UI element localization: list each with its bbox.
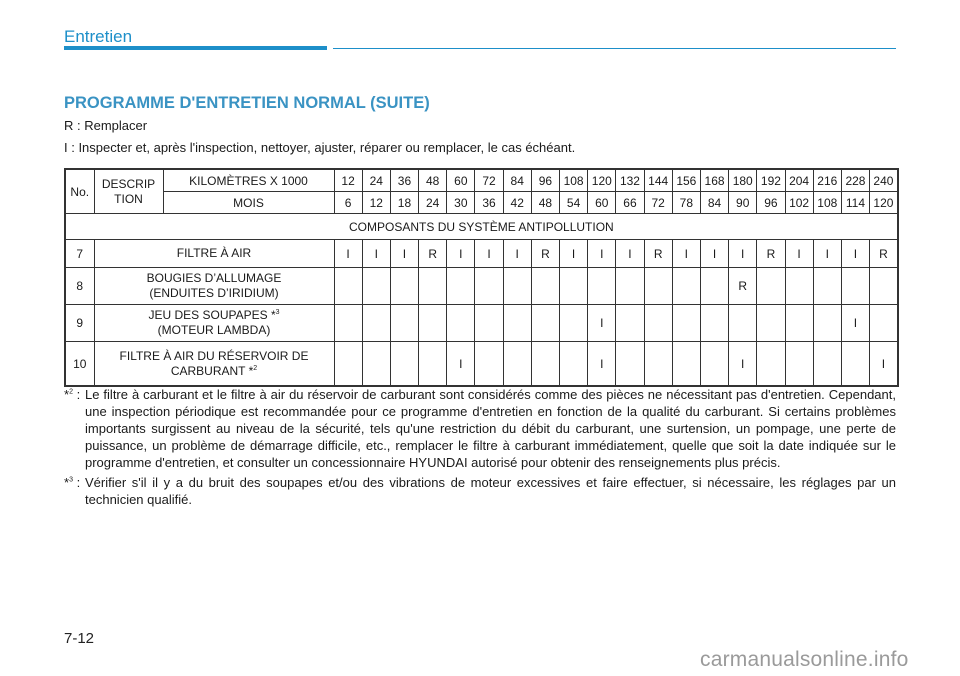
month-value: 96: [757, 192, 785, 214]
item-name: FILTRE À AIR DU RÉSERVOIR DE: [119, 348, 309, 363]
km-value: 192: [757, 169, 785, 192]
schedule-cell: I: [362, 240, 390, 268]
schedule-cell: [841, 342, 869, 387]
month-value: 36: [475, 192, 503, 214]
footnote-asterisk: *: [64, 387, 70, 402]
km-value: 60: [447, 169, 475, 192]
table-row: [65, 240, 898, 268]
schedule-cell: I: [729, 240, 757, 268]
schedule-cell: [419, 342, 447, 387]
item-number: 10: [65, 342, 94, 387]
km-value: 132: [616, 169, 644, 192]
schedule-cell: [362, 305, 390, 342]
km-value: 156: [672, 169, 700, 192]
footnote-number: 3: [69, 476, 73, 484]
month-value: 66: [616, 192, 644, 214]
month-value: 108: [813, 192, 841, 214]
schedule-cell: [588, 268, 616, 305]
km-value: 96: [531, 169, 559, 192]
month-value: 30: [447, 192, 475, 214]
schedule-cell: [447, 305, 475, 342]
item-description-line1: [95, 349, 334, 364]
month-value: 120: [870, 192, 898, 214]
item-description: [94, 240, 334, 268]
description-column-header: [94, 169, 163, 214]
schedule-cell: R: [419, 240, 447, 268]
schedule-cell: [503, 342, 531, 387]
schedule-cell: [785, 268, 813, 305]
legend-replace: R : Remplacer: [64, 118, 148, 133]
schedule-cell: I: [841, 305, 869, 342]
footnote-mark: [64, 386, 85, 471]
item-description-line1: [95, 271, 334, 286]
header-rule-thick: [64, 46, 327, 50]
maintenance-schedule-table: [64, 168, 899, 387]
item-description: [94, 268, 334, 305]
schedule-cell: [785, 342, 813, 387]
schedule-cell: [419, 305, 447, 342]
schedule-cell: I: [390, 240, 418, 268]
month-value: 54: [560, 192, 588, 214]
km-value: 144: [644, 169, 672, 192]
schedule-cell: [531, 342, 559, 387]
schedule-cell: [334, 342, 362, 387]
schedule-cell: [390, 305, 418, 342]
item-number: 8: [65, 268, 94, 305]
month-value: 102: [785, 192, 813, 214]
item-description: [94, 342, 334, 387]
schedule-cell: I: [447, 342, 475, 387]
month-value: 12: [362, 192, 390, 214]
schedule-cell: [560, 342, 588, 387]
footnote-text: Vérifier s'il il y a du bruit des soupapes et/ou des vibrations de moteur excessives et faire effectuer, si nécessaire, les réglages par un technicien qualifié.: [85, 475, 896, 507]
schedule-cell: I: [672, 240, 700, 268]
watermark: carmanualsonline.info: [700, 648, 909, 671]
schedule-cell: [362, 268, 390, 305]
month-value: 24: [419, 192, 447, 214]
km-value: 120: [588, 169, 616, 192]
description-header-line1: DESCRIP: [101, 176, 156, 191]
item-name-cont: CARBURANT *: [170, 363, 254, 378]
schedule-cell: [700, 342, 728, 387]
item-name: BOUGIES D’ALLUMAGE: [146, 271, 282, 285]
schedule-cell: [841, 268, 869, 305]
schedule-cell: I: [560, 240, 588, 268]
km-value: 24: [362, 169, 390, 192]
schedule-cell: R: [729, 268, 757, 305]
schedule-cell: [644, 268, 672, 305]
schedule-cell: [362, 342, 390, 387]
km-value: 180: [729, 169, 757, 192]
schedule-cell: [475, 342, 503, 387]
km-value: 228: [841, 169, 869, 192]
footnote-ref: 3: [275, 309, 280, 316]
schedule-cell: I: [729, 342, 757, 387]
footnote-mark: [64, 474, 85, 508]
schedule-cell: [531, 305, 559, 342]
month-value: 114: [841, 192, 869, 214]
month-value: 72: [644, 192, 672, 214]
item-description-line2: [95, 286, 334, 301]
schedule-cell: [560, 268, 588, 305]
description-header-line2: TION: [114, 191, 143, 206]
schedule-cell: [390, 342, 418, 387]
months-label: MOIS: [163, 192, 334, 214]
km-value: 168: [700, 169, 728, 192]
schedule-cell: [870, 268, 898, 305]
footnotes: [64, 386, 896, 511]
section-row: [65, 214, 898, 240]
header-rule-thin: [333, 48, 896, 49]
item-description-line1: [95, 308, 334, 323]
schedule-cell: R: [870, 240, 898, 268]
schedule-cell: R: [757, 240, 785, 268]
schedule-cell: R: [644, 240, 672, 268]
schedule-cell: I: [870, 342, 898, 387]
km-value: 72: [475, 169, 503, 192]
schedule-cell: [616, 268, 644, 305]
km-value: 84: [503, 169, 531, 192]
schedule-cell: [644, 305, 672, 342]
schedule-cell: I: [503, 240, 531, 268]
item-name: JEU DES SOUPAPES *: [148, 308, 276, 322]
section-title: COMPOSANTS DU SYSTÈME ANTIPOLLUTION: [65, 214, 898, 240]
schedule-cell: [447, 268, 475, 305]
item-number: 9: [65, 305, 94, 342]
schedule-cell: [672, 342, 700, 387]
schedule-cell: [813, 342, 841, 387]
schedule-cell: [672, 268, 700, 305]
km-value: 108: [560, 169, 588, 192]
schedule-cell: [503, 268, 531, 305]
no-column-header: No.: [65, 169, 94, 214]
schedule-cell: [419, 268, 447, 305]
month-value: 18: [390, 192, 418, 214]
schedule-cell: R: [531, 240, 559, 268]
km-value: 216: [813, 169, 841, 192]
month-value: 84: [700, 192, 728, 214]
table-row: [65, 305, 898, 342]
km-header-row: [65, 169, 898, 192]
schedule-cell: [757, 268, 785, 305]
schedule-cell: [644, 342, 672, 387]
footnote: [64, 474, 896, 508]
schedule-cell: [616, 342, 644, 387]
kilometers-label: KILOMÈTRES X 1000: [163, 169, 334, 192]
schedule-cell: [503, 305, 531, 342]
footnote: [64, 386, 896, 471]
schedule-cell: I: [588, 342, 616, 387]
km-value: 12: [334, 169, 362, 192]
schedule-cell: I: [785, 240, 813, 268]
schedule-cell: I: [813, 240, 841, 268]
item-description-line2: [95, 364, 334, 379]
schedule-cell: [757, 342, 785, 387]
page-number: 7-12: [64, 630, 95, 647]
months-header-row: [65, 192, 898, 214]
schedule-cell: [729, 305, 757, 342]
footnote-asterisk: *: [64, 475, 70, 490]
schedule-cell: [700, 268, 728, 305]
month-value: 90: [729, 192, 757, 214]
km-value: 240: [870, 169, 898, 192]
month-value: 6: [334, 192, 362, 214]
schedule-cell: [560, 305, 588, 342]
schedule-cell: I: [447, 240, 475, 268]
item-name-cont: (ENDUITES D’IRIDIUM): [149, 286, 279, 300]
item-name: FILTRE À AIR: [176, 246, 252, 260]
schedule-cell: I: [475, 240, 503, 268]
month-value: 60: [588, 192, 616, 214]
item-description-line2: [95, 323, 334, 338]
month-value: 42: [503, 192, 531, 214]
schedule-cell: I: [334, 240, 362, 268]
table-row: [65, 342, 898, 387]
km-value: 36: [390, 169, 418, 192]
schedule-cell: [757, 305, 785, 342]
item-description: [94, 305, 334, 342]
schedule-cell: I: [700, 240, 728, 268]
footnote-colon: :: [72, 387, 81, 402]
schedule-cell: [672, 305, 700, 342]
schedule-cell: [700, 305, 728, 342]
item-description-line1: [95, 246, 334, 261]
table-row: [65, 268, 898, 305]
schedule-cell: [475, 268, 503, 305]
schedule-cell: [531, 268, 559, 305]
section-header: Entretien: [64, 27, 133, 46]
km-value: 204: [785, 169, 813, 192]
footnote-text: Le filtre à carburant et le filtre à air du réservoir de carburant sont considérés comme des pièces ne nécessitant pas d'entretien. Cependant, une inspection périodique est recommandée pour ce programme d'entretien en fonction de la qualité du carburant. Si certains problèmes importants surgissent au niveau de la sécurité, tels qu'une restriction du débit du carburant, une surtension, un pompage, une perte de puissance, un problème de démarrage difficile, etc., remplacer le filtre à carburant immédiatement, quelle que soit la date indiquée sur le programme d'entretien, et consulter un concessionnaire HYUNDAI autorisé pour obtenir des renseignements plus précis.: [85, 387, 896, 470]
schedule-cell: [813, 268, 841, 305]
schedule-cell: [390, 268, 418, 305]
item-number: 7: [65, 240, 94, 268]
schedule-cell: [334, 268, 362, 305]
footnote-colon: :: [72, 475, 81, 490]
schedule-cell: [334, 305, 362, 342]
schedule-cell: [616, 305, 644, 342]
schedule-cell: I: [841, 240, 869, 268]
month-value: 48: [531, 192, 559, 214]
schedule-cell: [870, 305, 898, 342]
schedule-cell: I: [588, 305, 616, 342]
page-title: PROGRAMME D'ENTRETIEN NORMAL (SUITE): [64, 94, 430, 112]
schedule-cell: I: [588, 240, 616, 268]
item-name-cont: (MOTEUR LAMBDA): [157, 323, 271, 337]
schedule-cell: I: [616, 240, 644, 268]
legend-inspect: I : Inspecter et, après l'inspection, nettoyer, ajuster, réparer ou remplacer, le cas échéant.: [64, 140, 576, 155]
footnote-number: 2: [69, 388, 73, 396]
schedule-cell: [785, 305, 813, 342]
footnote-ref: 2: [253, 364, 258, 372]
schedule-cell: [813, 305, 841, 342]
schedule-cell: [475, 305, 503, 342]
month-value: 78: [672, 192, 700, 214]
km-value: 48: [419, 169, 447, 192]
